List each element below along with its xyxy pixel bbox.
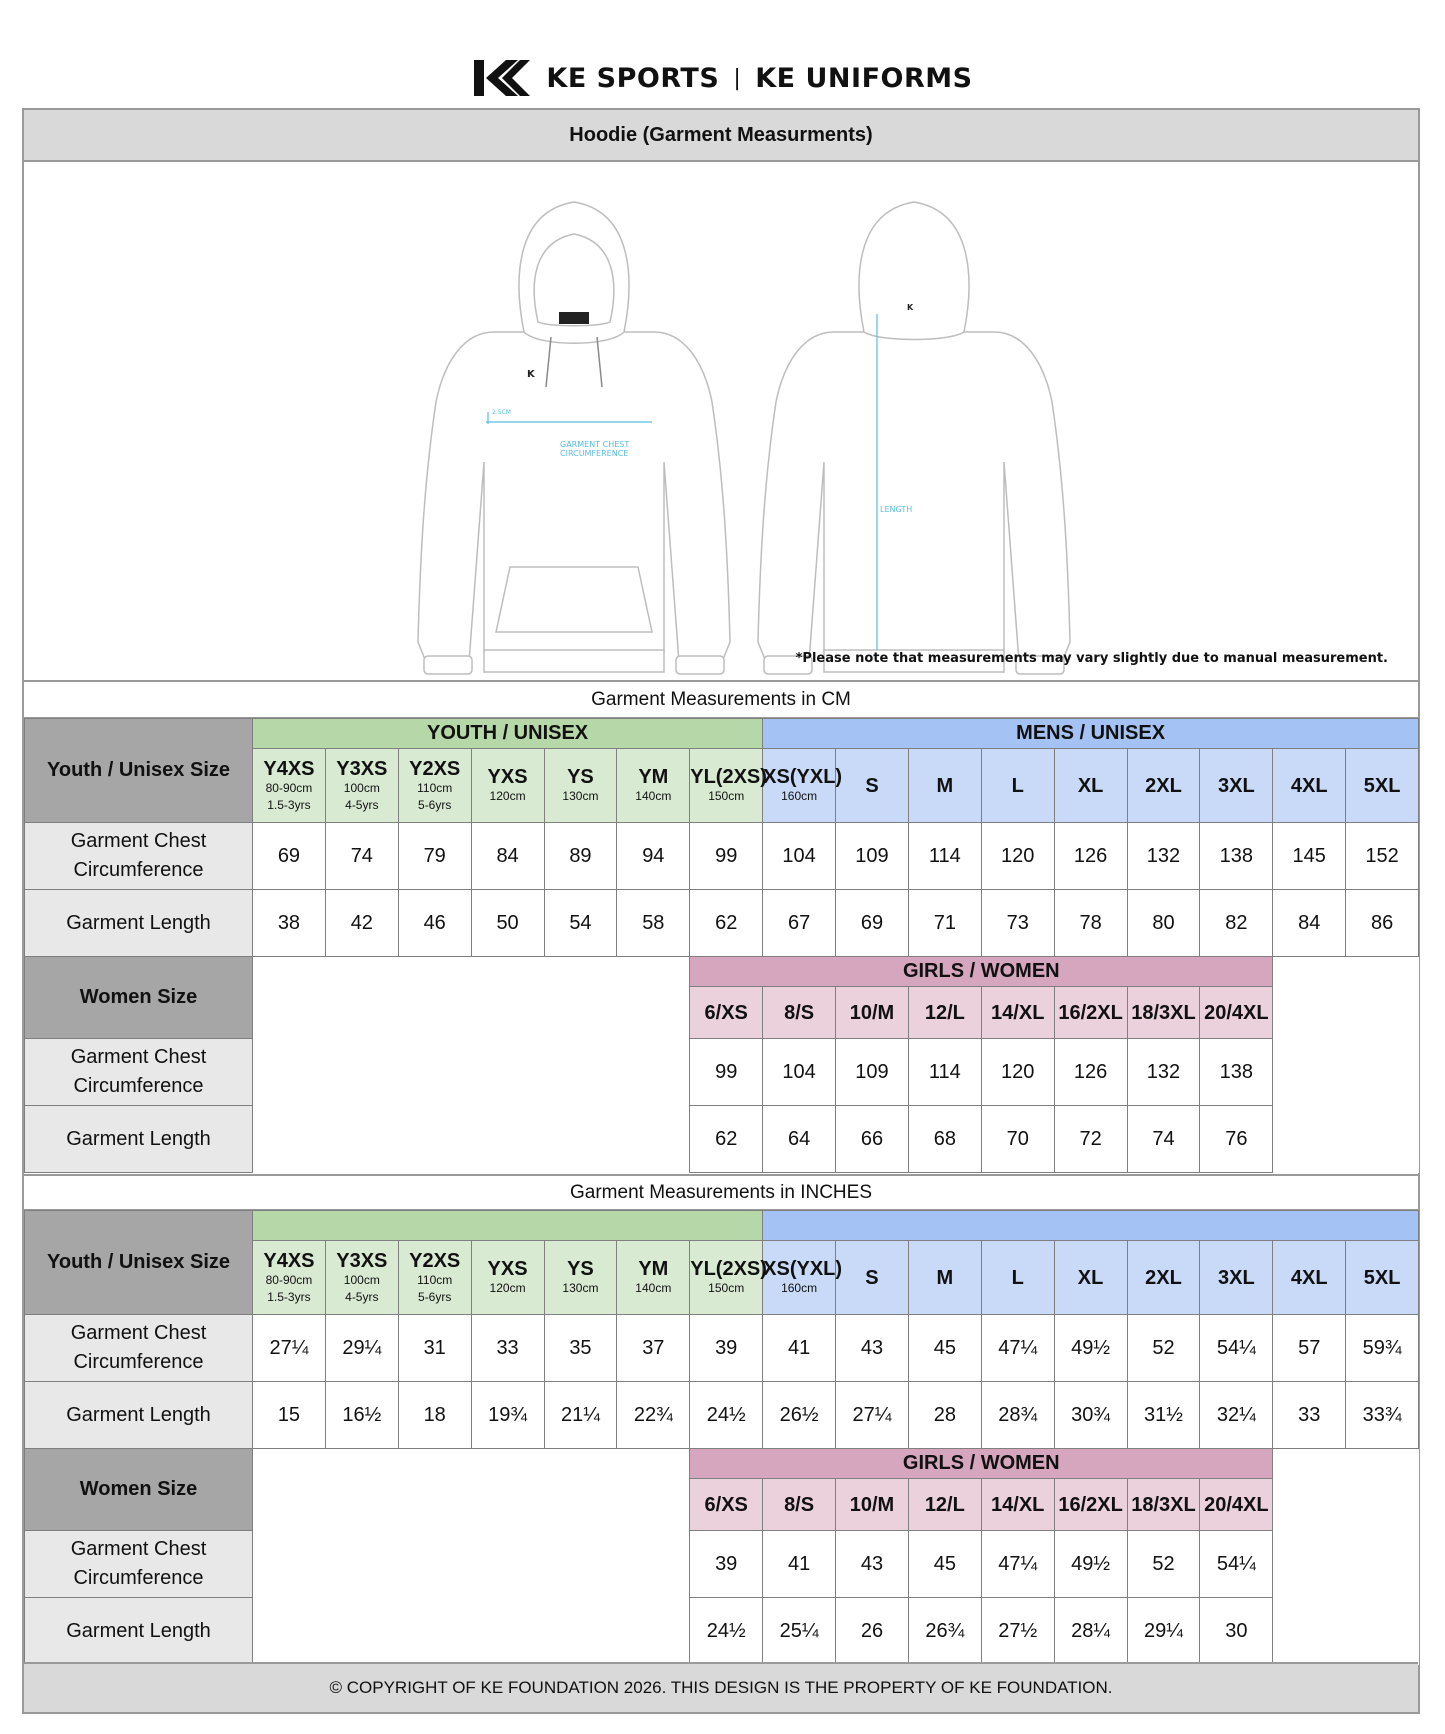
size-label: YXS: [487, 766, 528, 788]
size-label: 4XL: [1290, 1266, 1328, 1289]
size-header-cell: [981, 1241, 1054, 1315]
size-sub-label: 5-6yrs: [418, 1289, 452, 1304]
women-length-label: Garment Length: [25, 1598, 253, 1665]
chest-row: [25, 1315, 1419, 1382]
women-size-header-cell: 16/2XL: [1054, 987, 1127, 1039]
women-size-header-cell: 18/3XL: [1127, 987, 1200, 1039]
hoodie-drawing: [24, 162, 1418, 682]
women-value-cell: 104: [763, 1039, 836, 1106]
youth-group-header: YOUTH / UNISEX: [253, 719, 763, 749]
blank-area: [253, 1449, 690, 1665]
size-header-cell: [617, 749, 690, 823]
length-row: [25, 1382, 1419, 1449]
value-cell: 31: [398, 1315, 471, 1382]
size-header-cell: [1054, 1241, 1127, 1315]
size-header-cell: [1127, 749, 1200, 823]
size-label: Y2XS: [409, 757, 461, 780]
size-header-cell: [763, 1241, 843, 1315]
brand-divider: |: [733, 65, 742, 91]
women-value-cell: 68: [908, 1106, 981, 1173]
women-value-cell: 52: [1127, 1531, 1200, 1598]
size-header-cell: [836, 1241, 909, 1315]
women-size-header-cell: 8/S: [763, 987, 836, 1039]
value-cell: 27¼: [836, 1382, 909, 1449]
size-header-cell: [471, 749, 544, 823]
women-value-cell: 114: [908, 1039, 981, 1106]
size-label: 3XL: [1218, 774, 1255, 797]
size-header-cell: [544, 1241, 617, 1315]
blank-area: [1273, 1449, 1419, 1665]
size-label: XS(YXL): [763, 1258, 843, 1280]
chest-label-line-1: Garment Chest: [70, 1538, 207, 1560]
size-header-cell: [1346, 749, 1419, 823]
size-sub-label: 110cm: [417, 780, 453, 795]
value-cell: 120: [981, 823, 1054, 890]
women-size-header-cell: 18/3XL: [1127, 1479, 1200, 1531]
women-value-cell: 39: [690, 1531, 763, 1598]
chest-label-line-2: Circumference: [73, 1075, 204, 1097]
size-label: L: [1011, 774, 1024, 797]
size-sub-label: 100cm: [343, 1272, 380, 1287]
size-label: 4XL: [1290, 774, 1328, 797]
size-sub-label: 160cm: [781, 789, 818, 803]
women-chest-label: [25, 1039, 253, 1106]
size-label: Y3XS: [336, 757, 388, 780]
value-cell: 33: [471, 1315, 544, 1382]
value-cell: 94: [617, 823, 690, 890]
value-cell: 16½: [325, 1382, 398, 1449]
size-sub-label: 150cm: [708, 1281, 745, 1295]
women-value-cell: 43: [836, 1531, 909, 1598]
women-value-cell: 62: [690, 1106, 763, 1173]
value-cell: 54¼: [1200, 1315, 1273, 1382]
value-cell: 73: [981, 890, 1054, 957]
value-cell: 29¼: [325, 1315, 398, 1382]
value-cell: 74: [325, 823, 398, 890]
value-cell: 152: [1346, 823, 1419, 890]
blank-area: [253, 957, 690, 1173]
women-value-cell: 26¾: [908, 1598, 981, 1665]
copyright-footer: © COPYRIGHT OF KE FOUNDATION 2026. THIS DESIGN IS THE PROPERTY OF KE FOUNDATION.: [24, 1662, 1418, 1712]
value-cell: 109: [836, 823, 909, 890]
size-label: YM: [638, 1258, 669, 1280]
size-sub-label: 130cm: [562, 789, 599, 803]
women-value-cell: 41: [763, 1531, 836, 1598]
size-sub-label: 140cm: [635, 789, 672, 803]
women-size-header-cell: 20/4XL: [1200, 987, 1273, 1039]
size-header-cell: [1346, 1241, 1419, 1315]
women-size-header-cell: 8/S: [763, 1479, 836, 1531]
value-cell: 45: [908, 1315, 981, 1382]
size-label: Y2XS: [409, 1249, 461, 1272]
size-sub-label: 80-90cm: [265, 780, 313, 795]
women-chest-row: [25, 1039, 1419, 1106]
women-chest-row: [25, 1531, 1419, 1598]
size-header-cell: [253, 749, 326, 823]
women-size-header-cell: 6/XS: [690, 987, 763, 1039]
women-value-cell: 70: [981, 1106, 1054, 1173]
women-value-cell: 74: [1127, 1106, 1200, 1173]
women-value-cell: 27½: [981, 1598, 1054, 1665]
size-label: XL: [1077, 1266, 1104, 1289]
size-sub-label: 130cm: [562, 1281, 599, 1295]
inches-section-caption: Garment Measurements in INCHES: [24, 1174, 1418, 1210]
size-header-cell: [544, 749, 617, 823]
value-cell: 18: [398, 1382, 471, 1449]
cm-table: [24, 718, 1419, 1173]
women-value-cell: 29¼: [1127, 1598, 1200, 1665]
chest-label-line-2: Circumference: [73, 1567, 204, 1589]
size-sub-label: 150cm: [708, 789, 745, 803]
chest-label-line-1: Garment Chest: [70, 1046, 207, 1068]
women-value-cell: 109: [836, 1039, 909, 1106]
women-value-cell: 76: [1200, 1106, 1273, 1173]
women-size-header-cell: 12/L: [908, 987, 981, 1039]
measure-chest-label-2: CIRCUMFERENCE: [560, 449, 629, 458]
size-label: 5XL: [1363, 774, 1401, 797]
size-label: 3XL: [1217, 1266, 1255, 1289]
chest-label-line-2: Circumference: [73, 859, 204, 881]
size-header-cell: [398, 1241, 471, 1315]
svg-text:K: K: [907, 303, 914, 312]
value-cell: 30¾: [1054, 1382, 1127, 1449]
brand-name-2: KE UNIFORMS: [755, 62, 973, 94]
value-cell: 67: [763, 890, 836, 957]
measure-length-label: LENGTH: [880, 505, 913, 514]
women-value-cell: 45: [908, 1531, 981, 1598]
women-value-cell: 30: [1200, 1598, 1273, 1665]
value-cell: 89: [544, 823, 617, 890]
women-length-label: Garment Length: [25, 1106, 253, 1173]
size-chart-frame: [22, 108, 1420, 1714]
size-sub-label: 1.5-3yrs: [267, 797, 311, 812]
value-cell: 37: [617, 1315, 690, 1382]
youth-size-header: Youth / Unisex Size: [25, 1211, 253, 1315]
women-value-cell: 47¼: [981, 1531, 1054, 1598]
size-header-cell: [471, 1241, 544, 1315]
length-label: Garment Length: [25, 890, 253, 957]
size-label: YXS: [487, 1258, 528, 1280]
value-cell: 138: [1200, 823, 1273, 890]
measure-chest-label-1: GARMENT CHEST: [560, 440, 630, 449]
value-cell: 43: [836, 1315, 909, 1382]
size-header-cell: [690, 749, 767, 823]
girls-group-header: GIRLS / WOMEN: [690, 957, 1273, 987]
women-size-header-cell: 12/L: [908, 1479, 981, 1531]
size-label: XL: [1077, 774, 1104, 797]
size-label: M: [936, 1266, 954, 1289]
value-cell: 82: [1200, 890, 1273, 957]
value-cell: 62: [690, 890, 763, 957]
size-sub-label: 160cm: [781, 1281, 818, 1295]
women-size-header-cell: 16/2XL: [1054, 1479, 1127, 1531]
value-cell: 33: [1273, 1382, 1346, 1449]
value-cell: 28¾: [981, 1382, 1054, 1449]
women-value-cell: 49½: [1054, 1531, 1127, 1598]
girls-group-header: GIRLS / WOMEN: [690, 1449, 1273, 1479]
size-label: M: [936, 774, 954, 797]
women-value-cell: 99: [690, 1039, 763, 1106]
value-cell: 71: [908, 890, 981, 957]
size-label: L: [1011, 1266, 1024, 1289]
women-value-cell: 138: [1200, 1039, 1273, 1106]
size-header-cell: [325, 1241, 398, 1315]
size-label: YS: [567, 1258, 594, 1280]
women-size-header: Women Size: [25, 957, 253, 1039]
value-cell: 99: [690, 823, 763, 890]
size-label: 5XL: [1363, 1266, 1401, 1289]
value-cell: 42: [325, 890, 398, 957]
size-sub-label: 4-5yrs: [345, 797, 379, 812]
size-label: S: [865, 774, 879, 797]
value-cell: 58: [617, 890, 690, 957]
size-label: YS: [567, 766, 594, 788]
women-size-header-cell: 20/4XL: [1200, 1479, 1273, 1531]
measure-2cm-label: 2.5CM: [492, 409, 511, 416]
length-row: [25, 890, 1419, 957]
size-label: Y4XS: [263, 1249, 315, 1272]
value-cell: 47¼: [981, 1315, 1054, 1382]
women-value-cell: 28¼: [1054, 1598, 1127, 1665]
chest-label: [25, 1315, 253, 1382]
value-cell: 114: [908, 823, 981, 890]
size-label: XS(YXL): [763, 766, 843, 788]
women-size-header: Women Size: [25, 1449, 253, 1531]
size-header-cell: [836, 749, 909, 823]
value-cell: 27¼: [253, 1315, 326, 1382]
value-cell: 79: [398, 823, 471, 890]
size-label: S: [865, 1266, 879, 1289]
size-label: YL(2XS): [690, 766, 767, 788]
women-size-header-cell: 14/XL: [981, 1479, 1054, 1531]
size-header-cell: [617, 1241, 690, 1315]
value-cell: 54: [544, 890, 617, 957]
women-value-cell: 25¼: [763, 1598, 836, 1665]
size-sub-label: 120cm: [489, 789, 526, 803]
value-cell: 86: [1346, 890, 1419, 957]
brand-header: [0, 56, 1445, 100]
value-cell: 35: [544, 1315, 617, 1382]
value-cell: 39: [690, 1315, 763, 1382]
women-value-cell: 24½: [690, 1598, 763, 1665]
women-size-header-cell: 10/M: [836, 987, 909, 1039]
size-header-cell: [908, 1241, 981, 1315]
youth-size-header: Youth / Unisex Size: [25, 719, 253, 823]
blank-area: [1273, 957, 1419, 1173]
size-sub-label: 110cm: [417, 1272, 453, 1287]
value-cell: 24½: [690, 1382, 763, 1449]
size-label: YM: [638, 766, 669, 788]
size-label: 2XL: [1145, 1266, 1182, 1289]
women-value-cell: 132: [1127, 1039, 1200, 1106]
chest-label-line-1: Garment Chest: [70, 830, 207, 852]
value-cell: 59¾: [1346, 1315, 1419, 1382]
value-cell: 50: [471, 890, 544, 957]
mens-group-header: [763, 1211, 1419, 1241]
value-cell: 132: [1127, 823, 1200, 890]
size-header-cell: [253, 1241, 326, 1315]
size-header-cell: [1200, 1241, 1273, 1315]
size-sub-label: 140cm: [635, 1281, 672, 1295]
size-sub-label: 100cm: [343, 780, 380, 795]
value-cell: 84: [1273, 890, 1346, 957]
value-cell: 33¾: [1346, 1382, 1419, 1449]
size-label: Y3XS: [336, 1249, 388, 1272]
value-cell: 145: [1273, 823, 1346, 890]
value-cell: 84: [471, 823, 544, 890]
size-header-cell: [398, 749, 471, 823]
size-header-cell: [690, 1241, 767, 1315]
length-label: Garment Length: [25, 1382, 253, 1449]
hoodie-illustration: [24, 162, 1418, 682]
value-cell: 57: [1273, 1315, 1346, 1382]
size-sub-label: 80-90cm: [265, 1272, 313, 1287]
women-size-header-cell: 6/XS: [690, 1479, 763, 1531]
size-label: Y4XS: [263, 757, 315, 780]
value-cell: 15: [253, 1382, 326, 1449]
chest-label-line-2: Circumference: [73, 1351, 204, 1373]
value-cell: 69: [836, 890, 909, 957]
women-length-row: [25, 1106, 1419, 1173]
value-cell: 46: [398, 890, 471, 957]
women-length-row: [25, 1598, 1419, 1665]
cm-section-caption: Garment Measurements in CM: [24, 682, 1418, 718]
size-header-cell: [981, 749, 1054, 823]
size-header-cell: [1200, 749, 1273, 823]
chest-label-line-1: Garment Chest: [70, 1322, 207, 1344]
size-label: 2XL: [1145, 774, 1182, 797]
women-value-cell: 54¼: [1200, 1531, 1273, 1598]
value-cell: 32¼: [1200, 1382, 1273, 1449]
brand-name: KE SPORTS: [546, 62, 720, 94]
value-cell: 52: [1127, 1315, 1200, 1382]
size-header-cell: [908, 749, 981, 823]
size-header-cell: [763, 749, 843, 823]
size-sub-label: 1.5-3yrs: [267, 1289, 311, 1304]
value-cell: 31½: [1127, 1382, 1200, 1449]
measurement-note: *Please note that measurements may vary slightly due to manual measurement.: [795, 651, 1388, 666]
size-header-cell: [1273, 1241, 1346, 1315]
chest-row: [25, 823, 1419, 890]
page-title: Hoodie (Garment Measurments): [24, 110, 1418, 162]
value-cell: 19¾: [471, 1382, 544, 1449]
value-cell: 28: [908, 1382, 981, 1449]
value-cell: 69: [253, 823, 326, 890]
value-cell: 38: [253, 890, 326, 957]
women-value-cell: 126: [1054, 1039, 1127, 1106]
value-cell: 80: [1127, 890, 1200, 957]
value-cell: 126: [1054, 823, 1127, 890]
size-sub-label: 4-5yrs: [345, 1289, 379, 1304]
women-size-header-cell: 14/XL: [981, 987, 1054, 1039]
size-header-cell: [1127, 1241, 1200, 1315]
size-sub-label: 120cm: [489, 1281, 526, 1295]
mens-group-header: MENS / UNISEX: [763, 719, 1419, 749]
size-header-cell: [325, 749, 398, 823]
women-size-header-cell: 10/M: [836, 1479, 909, 1531]
women-value-cell: 120: [981, 1039, 1054, 1106]
value-cell: 41: [763, 1315, 836, 1382]
ke-logo-icon: [472, 58, 532, 98]
women-value-cell: 26: [836, 1598, 909, 1665]
size-header-cell: [1054, 749, 1127, 823]
value-cell: 21¼: [544, 1382, 617, 1449]
value-cell: 49½: [1054, 1315, 1127, 1382]
youth-group-header: [253, 1211, 763, 1241]
svg-text:K: K: [527, 369, 535, 380]
value-cell: 26½: [763, 1382, 836, 1449]
inches-table: [24, 1210, 1419, 1665]
value-cell: 78: [1054, 890, 1127, 957]
chest-label: [25, 823, 253, 890]
value-cell: 104: [763, 823, 836, 890]
value-cell: 22¾: [617, 1382, 690, 1449]
women-value-cell: 66: [836, 1106, 909, 1173]
size-header-cell: [1273, 749, 1346, 823]
women-value-cell: 72: [1054, 1106, 1127, 1173]
size-sub-label: 5-6yrs: [418, 797, 452, 812]
women-chest-label: [25, 1531, 253, 1598]
women-value-cell: 64: [763, 1106, 836, 1173]
size-label: YL(2XS): [690, 1258, 767, 1280]
